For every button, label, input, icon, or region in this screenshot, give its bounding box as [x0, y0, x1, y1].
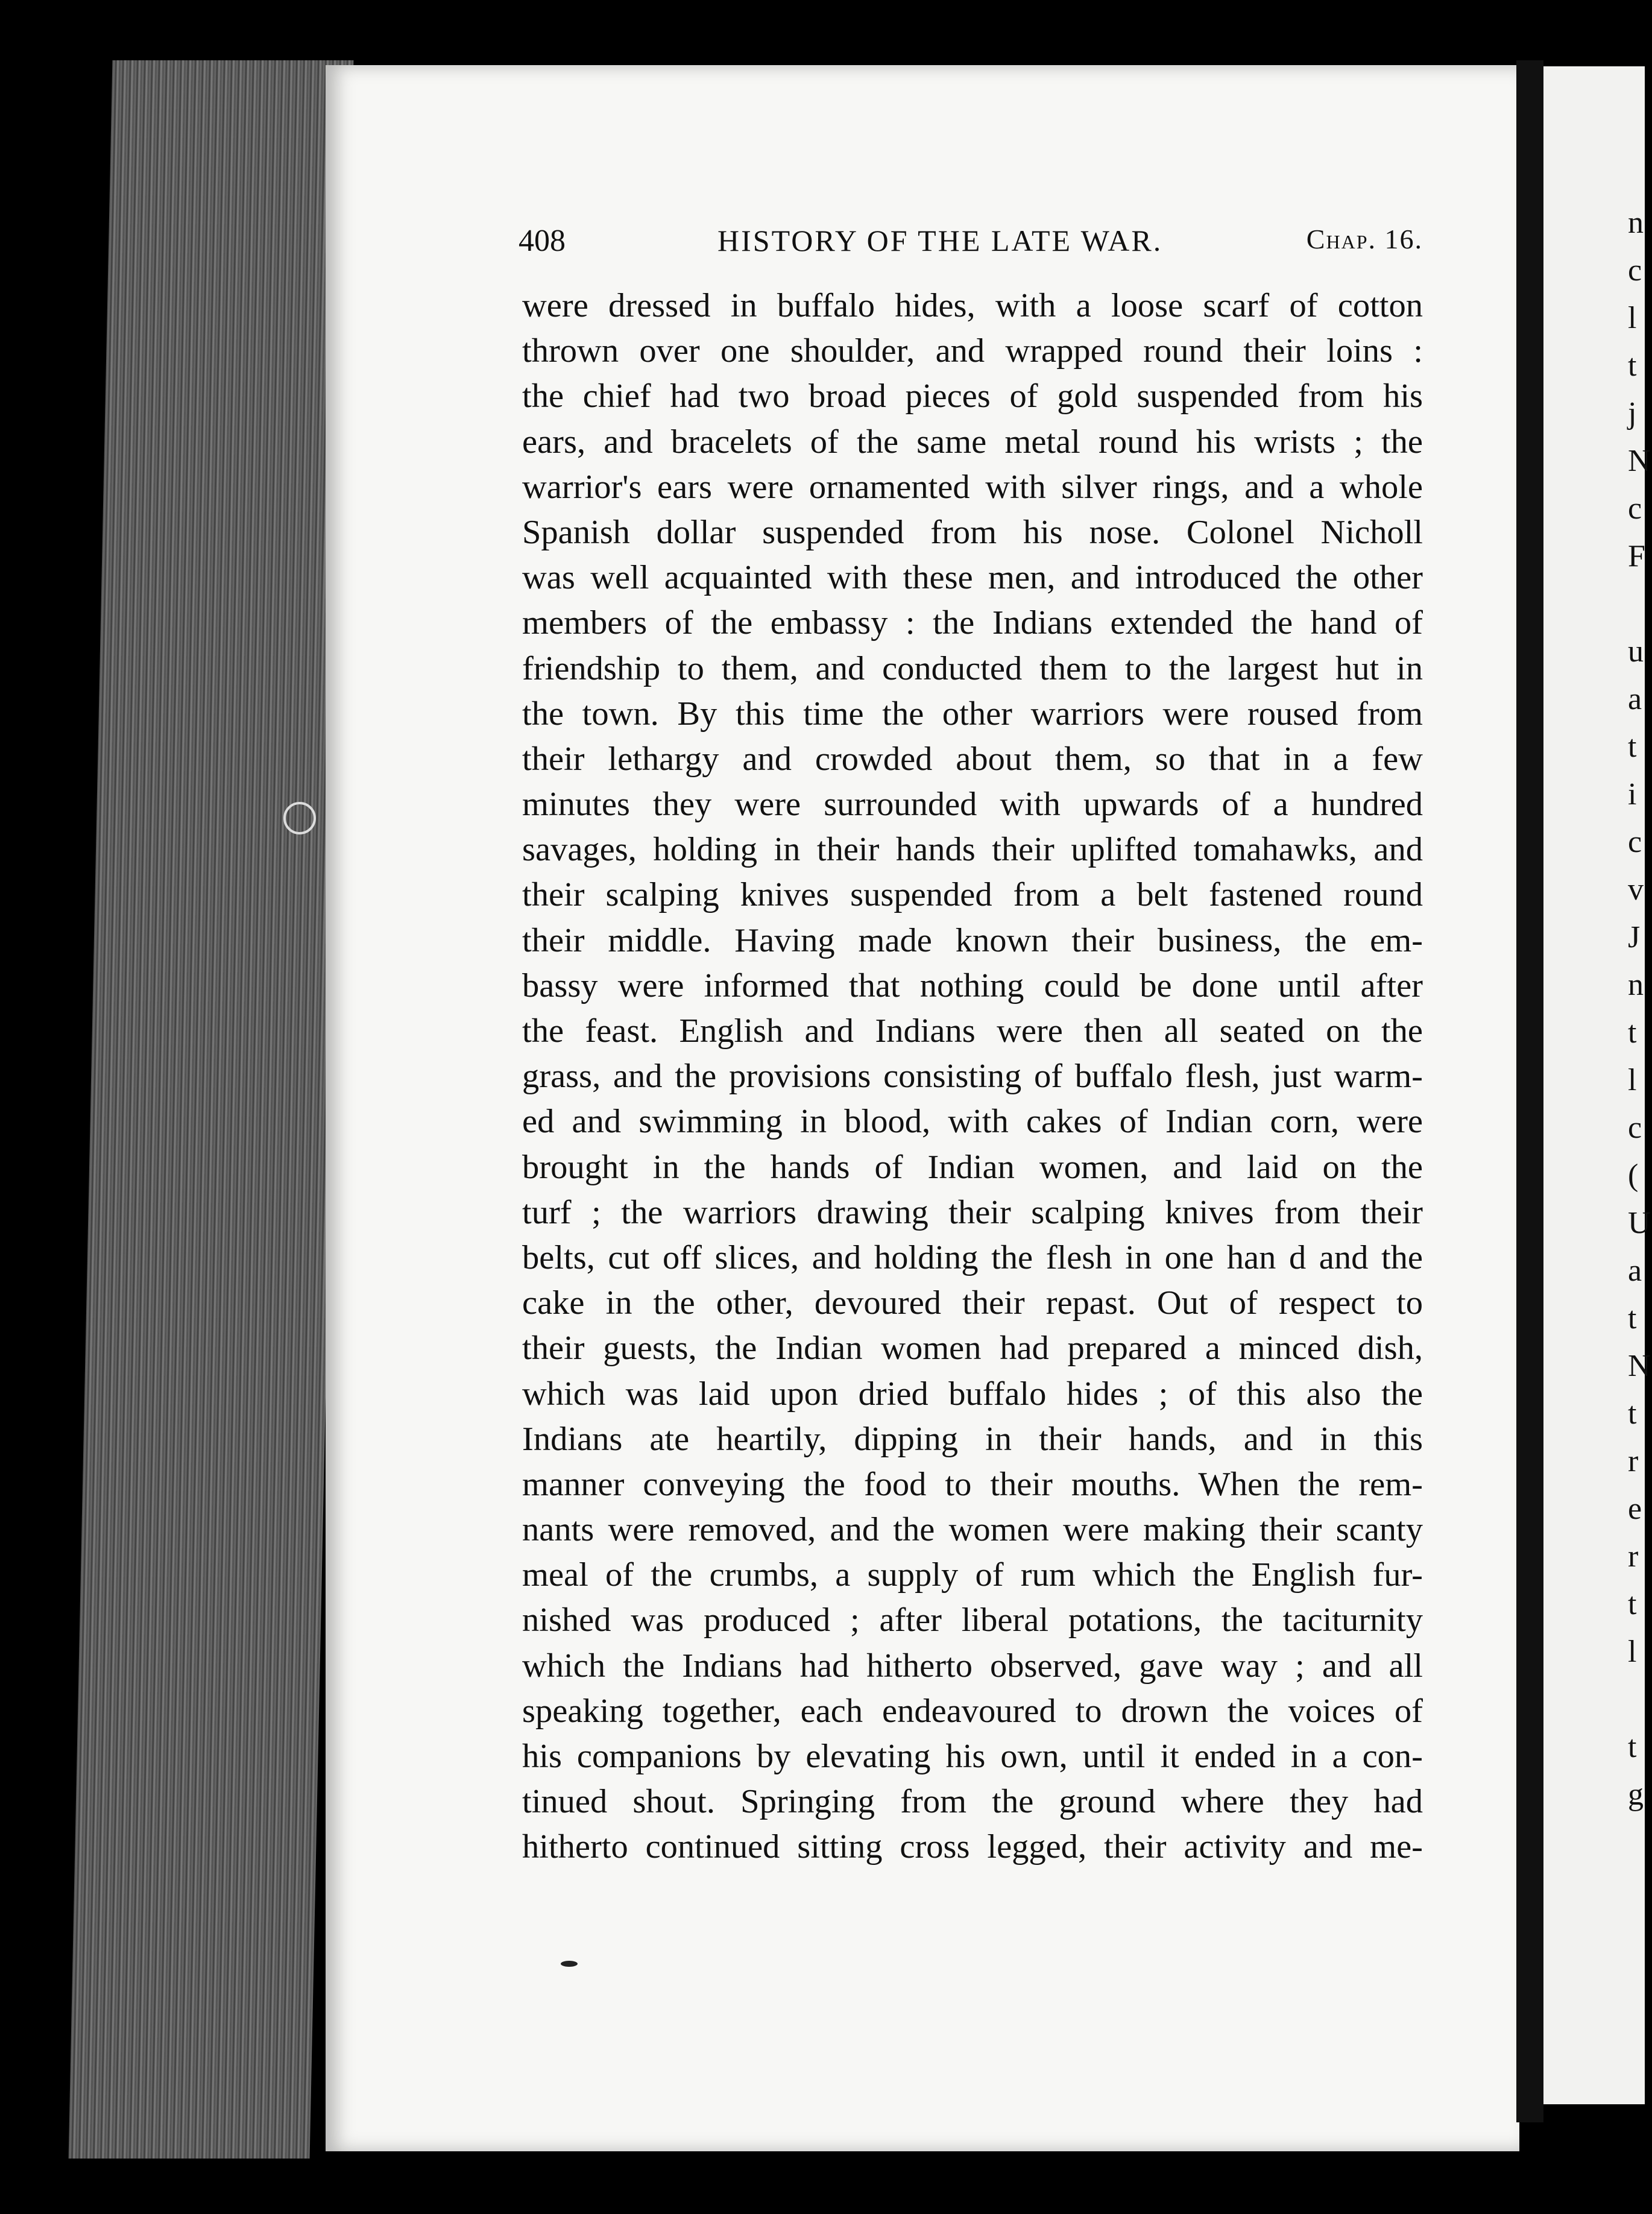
- text-line: the chief had two broad pieces of gold suspended from his: [522, 377, 1423, 415]
- text-line: manner conveying the food to their mouths. When the rem-: [522, 1465, 1423, 1503]
- text-line: their guests, the Indian women had prepared a minced dish,: [522, 1329, 1423, 1367]
- text-line: their scalping knives suspended from a belt fastened round: [522, 876, 1423, 914]
- text-line: the town. By this time the other warriors were roused from: [522, 695, 1423, 733]
- chapter-label: Chap. 16.: [1306, 224, 1423, 254]
- page-number: 408: [519, 224, 566, 258]
- text-line: Indians ate heartily, dipping in their hands, and in this: [522, 1420, 1423, 1458]
- text-line: grass, and the provisions consisting of buffalo flesh, just warm-: [522, 1058, 1423, 1096]
- text-line: Spanish dollar suspended from his nose. Colonel Nicholl: [522, 513, 1423, 551]
- text-line: bassy were informed that nothing could be done until after: [522, 967, 1423, 1004]
- text-line: warrior's ears were ornamented with silver rings, and a whole: [522, 468, 1423, 506]
- facing-page-text: n c l t j N c F u a t i c v J n t l c ( U a t N t r e r t l t g: [1628, 206, 1651, 1812]
- text-line: was well acquainted with these men, and introduced the other: [522, 559, 1423, 597]
- text-line: their middle. Having made known their business, the em-: [522, 921, 1423, 959]
- text-line: which was laid upon dried buffalo hides ; of this also the: [522, 1375, 1423, 1413]
- text-line: his companions by elevating his own, until it ended in a con-: [522, 1738, 1423, 1775]
- text-line: minutes they were surrounded with upwards of a hundred: [522, 786, 1423, 824]
- text-line: belts, cut off slices, and holding the flesh in one han d and the: [522, 1238, 1423, 1276]
- gutter: [1516, 60, 1543, 2122]
- text-line: tinued shout. Springing from the ground where they had: [522, 1783, 1423, 1821]
- text-line: cake in the other, devoured their repast. Out of respect to: [522, 1284, 1423, 1322]
- text-line: the feast. English and Indians were then all seated on the: [522, 1012, 1423, 1050]
- text-line: meal of the crumbs, a supply of rum which the English fur-: [522, 1556, 1423, 1594]
- text-line: ears, and bracelets of the same metal round his wrists ; the: [522, 423, 1423, 461]
- text-line: which the Indians had hitherto observed, gave way ; and all: [522, 1647, 1423, 1685]
- text-line: turf ; the warriors drawing their scalping knives from their: [522, 1193, 1423, 1231]
- text-line: ed and swimming in blood, with cakes of Indian corn, were: [522, 1103, 1423, 1141]
- edge-blemish: [283, 802, 316, 834]
- text-line: members of the embassy : the Indians extended the hand of: [522, 604, 1423, 642]
- text-line: brought in the hands of Indian women, and laid on the: [522, 1148, 1423, 1186]
- text-line: nants were removed, and the women were making their scanty: [522, 1511, 1423, 1549]
- ink-speck: [561, 1961, 578, 1967]
- body-text: [522, 283, 1423, 1870]
- text-line: nished was produced ; after liberal potations, the taciturnity: [522, 1601, 1423, 1639]
- running-head: [519, 223, 1423, 265]
- page-edge: [69, 60, 354, 2159]
- text-line: hitherto continued sitting cross legged, their activity and me-: [522, 1828, 1423, 1866]
- running-title: HISTORY OF THE LATE WAR.: [717, 224, 1163, 257]
- text-line: their lethargy and crowded about them, so that in a few: [522, 740, 1423, 778]
- text-line: speaking together, each endeavoured to drown the voices of: [522, 1692, 1423, 1730]
- text-line: friendship to them, and conducted them to the largest hut in: [522, 649, 1423, 687]
- text-line: were dressed in buffalo hides, with a loose scarf of cotton: [522, 287, 1423, 324]
- text-line: savages, holding in their hands their uplifted tomahawks, and: [522, 831, 1423, 869]
- text-line: thrown over one shoulder, and wrapped round their loins :: [522, 332, 1423, 370]
